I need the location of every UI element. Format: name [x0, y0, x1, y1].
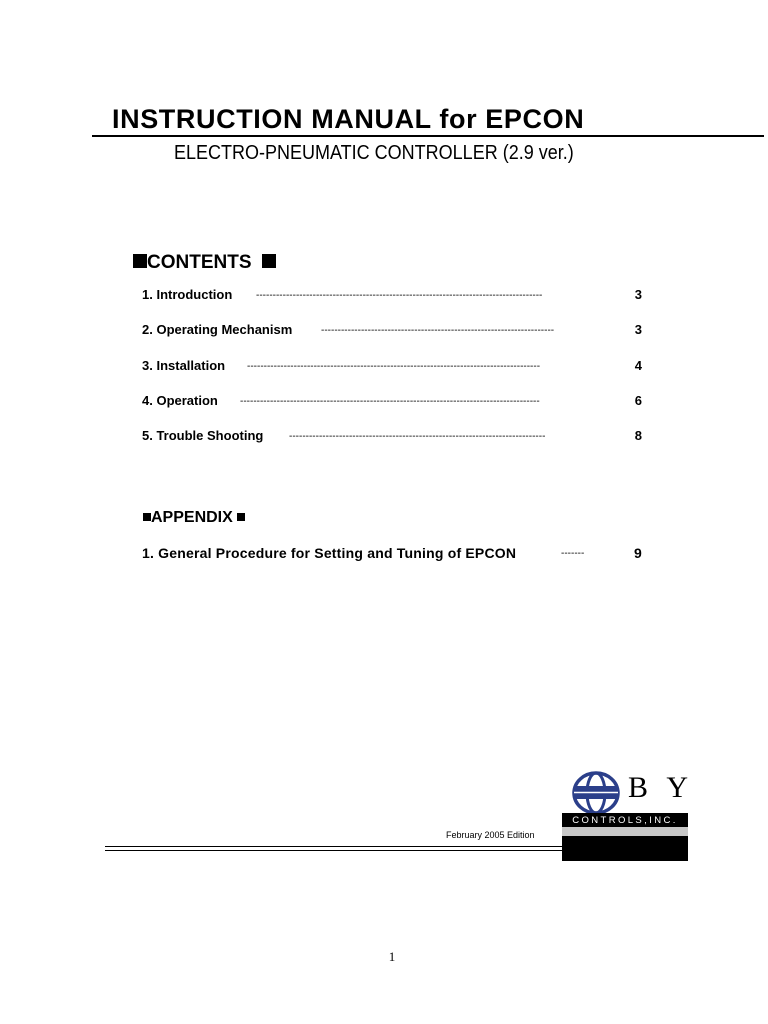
footer-double-rule	[105, 846, 562, 851]
company-logo	[562, 769, 695, 861]
toc-entry-operating-mechanism[interactable]	[142, 322, 642, 340]
edition-note: February 2005 Edition	[446, 830, 535, 840]
page-number: 1	[388, 949, 396, 964]
document-subtitle: ELECTRO-PNEUMATIC CONTROLLER (2.9 ver.)	[174, 142, 574, 164]
toc-entry-label: 2. Operating Mechanism	[142, 322, 293, 337]
appendix-entry-label: 1. General Procedure for Setting and Tuning of EPCON	[142, 545, 517, 561]
toc-dot-leader: ------------------------------------------------------------------------------------------	[240, 396, 540, 407]
toc-entry-page: 8	[634, 428, 642, 443]
globe-icon	[572, 771, 620, 815]
toc-entry-label: 3. Installation	[142, 358, 226, 373]
toc-dot-leader: ----------------------------------------------------------------------	[321, 325, 555, 336]
title-underline	[92, 135, 764, 137]
logo-band	[562, 813, 688, 861]
toc-entry-operation[interactable]	[142, 393, 642, 411]
toc-entry-trouble-shooting[interactable]	[142, 428, 642, 446]
toc-entry-page: 6	[634, 393, 642, 408]
toc-entry-page: 4	[634, 358, 642, 373]
document-title: INSTRUCTION MANUAL for EPCON	[112, 104, 585, 134]
appendix-heading-text: APPENDIX	[151, 509, 233, 526]
toc-entry-label: 5. Trouble Shooting	[142, 428, 264, 443]
logo-tagline: CONTROLS,INC.	[572, 815, 678, 826]
toc-dot-leader: -------	[561, 548, 585, 559]
toc-entry-label: 1. Introduction	[142, 287, 233, 302]
appendix-entry-setting-tuning[interactable]	[142, 545, 642, 563]
toc-entry-introduction[interactable]	[142, 287, 642, 305]
toc-entry-page: 3	[634, 322, 642, 337]
contents-heading-text: CONTENTS	[147, 252, 252, 273]
toc-dot-leader: ----------------------------------------------------------------------------------------	[247, 361, 541, 372]
contents-heading	[133, 252, 276, 274]
logo-stripe	[562, 827, 688, 836]
square-bullet-icon	[237, 513, 245, 521]
appendix-heading	[143, 509, 245, 527]
toc-dot-leader: -----------------------------------------------------------------------------	[289, 431, 546, 442]
toc-dot-leader: --------------------------------------------------------------------------------------	[256, 290, 543, 301]
toc-entry-page: 3	[634, 287, 642, 302]
square-bullet-icon	[262, 254, 276, 268]
toc-entry-label: 4. Operation	[142, 393, 218, 408]
logo-letters: B Y	[628, 771, 695, 804]
square-bullet-icon	[133, 254, 147, 268]
square-bullet-icon	[143, 513, 151, 521]
toc-entry-installation[interactable]	[142, 358, 642, 376]
appendix-entry-page: 9	[634, 545, 642, 561]
